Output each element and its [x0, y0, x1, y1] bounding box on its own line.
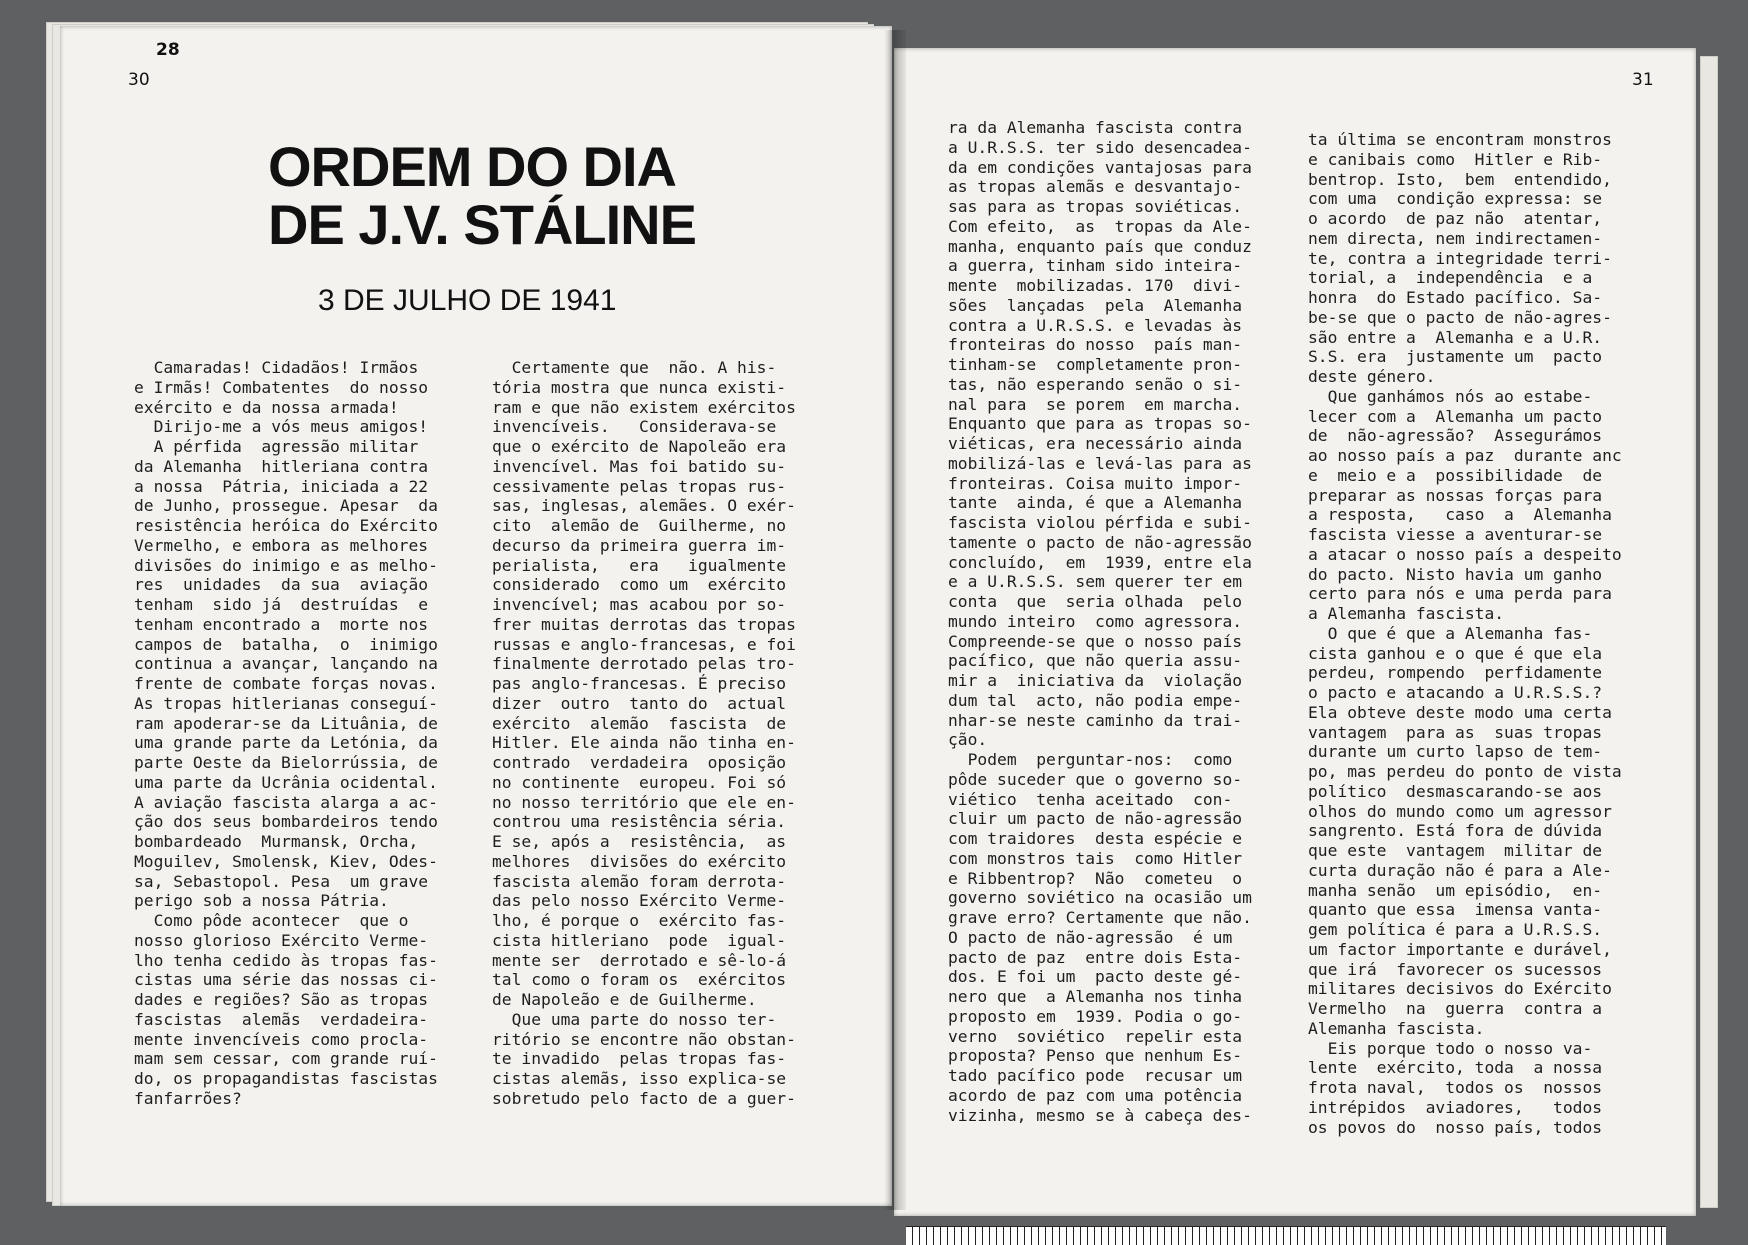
text-line: os povos do nosso país, todos: [1308, 1117, 1603, 1137]
text-line: com traidores desta espécie e: [948, 829, 1243, 848]
page-number-right: 31: [1632, 70, 1654, 90]
text-line: cessivamente pelas tropas rus-: [492, 476, 787, 496]
text-line: ção dos seus bombardeiros tendo: [134, 812, 438, 832]
text-line: Camaradas! Cidadãos! Irmãos: [134, 358, 419, 377]
text-line: exército alemão fascista de: [492, 713, 787, 733]
text-line: mente ser derrotado e sê-lo-á: [492, 950, 787, 970]
text-line: Alemanha fascista.: [1308, 1018, 1485, 1038]
text-line: cistas alemãs, isso explica-se: [492, 1069, 787, 1088]
text-line: cistas uma série das nossas ci-: [134, 970, 438, 990]
text-line: contra a U.R.S.S. e levadas às: [948, 315, 1243, 335]
text-line: nero que a Alemanha nos tinha: [948, 987, 1243, 1006]
text-line: certo para nós e uma perda para: [1308, 584, 1612, 604]
text-line: invencível; mas acabou por so-: [492, 595, 787, 614]
text-line: e Ribbentrop? Não cometeu o: [948, 868, 1243, 888]
text-line: sa, Sebastopol. Pesa um grave: [134, 871, 429, 891]
text-line: ra da Alemanha fascista contra: [948, 118, 1243, 137]
text-line: durante um curto lapso de tem-: [1308, 742, 1603, 762]
page-number-overprint: 28: [156, 40, 180, 60]
text-line: nhar-se neste caminho da trai-: [948, 710, 1243, 730]
text-line: tado pacífico pode recusar um: [948, 1066, 1243, 1085]
text-line: sangrento. Está fora de dúvida: [1308, 821, 1603, 841]
text-line: cista ganhou e o que é que ela: [1308, 643, 1603, 663]
text-line: ram apoderar-se da Lituânia, de: [134, 713, 438, 733]
text-line: dos. E foi um pacto deste gé-: [948, 967, 1243, 987]
text-line: o pacto e atacando a U.R.S.S.?: [1308, 683, 1603, 702]
text-line: no continente europeu. Foi só: [492, 772, 787, 792]
text-line: tória mostra que nunca existi-: [492, 377, 787, 397]
text-line: da Alemanha hitleriana contra: [134, 456, 429, 476]
text-line: invencíveis. Considerava-se: [492, 417, 777, 437]
text-line: Enquanto que para as tropas so-: [948, 414, 1252, 434]
text-line: que irá favorecer os sucessos: [1308, 959, 1603, 979]
text-line: sobretudo pelo facto de a guer-: [492, 1088, 796, 1108]
text-line: invencível. Mas foi batido su-: [492, 456, 787, 476]
text-line: no nosso território que ele en-: [492, 792, 796, 812]
text-line: mente invencíveis como procla-: [134, 1029, 429, 1049]
text-line: mente mobilizadas. 170 divi-: [948, 276, 1243, 295]
text-line: e Irmãs! Combatentes do nosso: [134, 377, 429, 397]
text-line: considerado como um exército: [492, 575, 787, 595]
text-line: Moguilev, Smolensk, Kiev, Odes-: [134, 851, 438, 871]
page-stack-edge: [1700, 56, 1718, 1208]
text-line: a resposta, caso a Alemanha: [1308, 505, 1612, 525]
text-line: decurso da primeira guerra im-: [492, 535, 787, 555]
text-line: cluir um pacto de não-agressão: [948, 809, 1243, 829]
text-line: Vermelho na guerra contra a: [1308, 999, 1603, 1018]
text-line: que o exército de Napoleão era: [492, 437, 787, 456]
text-line: conta que seria olhada pelo: [948, 592, 1243, 611]
text-line: fanfarrões?: [134, 1088, 242, 1108]
text-line: fascistas alemãs verdadeira-: [134, 1009, 429, 1029]
text-line: de Napoleão e de Guilherme.: [492, 990, 757, 1009]
text-line: tenham sido já destruídas e: [134, 595, 429, 614]
text-line: ram e que não existem exércitos: [492, 397, 796, 417]
text-line: militares decisivos do Exército: [1308, 979, 1612, 999]
text-line: exército e da nossa armada!: [134, 397, 399, 417]
text-line: de Junho, prossegue. Apesar da: [134, 496, 438, 516]
text-line: te invadido pelas tropas fas-: [492, 1049, 787, 1069]
text-line: Dirijo-me a vós meus amigos!: [134, 417, 429, 437]
text-line: fascista alemão foram derrota-: [492, 871, 787, 891]
book-gutter: [884, 30, 906, 1210]
text-line: pas anglo-francesas. É preciso: [492, 674, 787, 693]
text-line: Vermelho, e embora as melhores: [134, 535, 429, 555]
text-line: são entre a Alemanha e a U.R.: [1308, 327, 1603, 347]
text-line: nosso glorioso Exército Verme-: [134, 930, 429, 950]
text-line: proposto em 1939. Podia o go-: [948, 1006, 1243, 1026]
text-line: a guerra, tinham sido inteira-: [948, 256, 1243, 276]
text-line: dades e regiões? São as tropas: [134, 990, 429, 1009]
text-line: proposta? Penso que nenhum Es-: [948, 1046, 1243, 1066]
text-line: ção.: [948, 730, 988, 750]
text-line: Podem perguntar-nos: como: [948, 750, 1233, 769]
page-number-left: 30: [128, 70, 150, 90]
text-line: de não-agressão? Assegurámos: [1308, 426, 1603, 446]
text-line: acordo de paz com uma potência: [948, 1085, 1243, 1105]
text-line: vantagem para as suas tropas: [1308, 722, 1603, 742]
text-line: sões lançadas pela Alemanha: [948, 295, 1243, 315]
text-line: tante ainda, é que a Alemanha: [948, 493, 1243, 513]
text-line: torial, a independência e a: [1308, 268, 1593, 288]
text-line: ao nosso país a paz durante anc: [1308, 446, 1622, 465]
text-line: grave erro? Certamente que não.: [948, 908, 1252, 927]
text-line: frota naval, todos os nossos: [1308, 1078, 1603, 1097]
text-line: Hitler. Ele ainda não tinha en-: [492, 733, 796, 753]
text-line: O que é que a Alemanha fas-: [1308, 623, 1593, 643]
text-line: viético tenha aceitado con-: [948, 789, 1233, 809]
text-line: com uma condição expressa: se: [1308, 189, 1603, 209]
text-line: po, mas perdeu do ponto de vista: [1308, 762, 1622, 781]
text-column-3: [948, 118, 1293, 1125]
text-line: finalmente derrotado pelas tro-: [492, 654, 796, 674]
text-line: e canibais como Hitler e Rib-: [1308, 149, 1603, 169]
text-line: uma parte da Ucrânia ocidental.: [134, 772, 438, 792]
text-line: divisões do inimigo e as melho-: [134, 555, 438, 575]
text-column-1: [134, 358, 474, 1109]
text-line: Eis porque todo o nosso va-: [1308, 1038, 1593, 1058]
text-line: tinham-se completamente pron-: [948, 355, 1243, 374]
text-line: verno soviético repelir esta: [948, 1026, 1243, 1046]
text-line: vizinha, mesmo se à cabeça des-: [948, 1105, 1252, 1125]
scale-ruler: [906, 1226, 1666, 1245]
text-line: Que ganhámos nós ao estabe-: [1308, 386, 1593, 406]
text-line: cito alemão de Guilherme, no: [492, 516, 787, 535]
text-line: quanto que essa imensa vanta-: [1308, 900, 1603, 920]
text-line: sas, inglesas, alemães. O exér-: [492, 496, 796, 516]
text-line: nem directa, nem indirectamen-: [1308, 228, 1603, 248]
text-line: do pacto. Nisto havia um ganho: [1308, 564, 1603, 584]
text-line: perdeu, rompendo perfidamente: [1308, 663, 1603, 683]
text-line: um factor importante e durável,: [1308, 939, 1612, 959]
text-line: das pelo nosso Exército Verme-: [492, 891, 787, 911]
text-line: gem política é para a U.R.S.S.: [1308, 920, 1603, 939]
text-column-4: [1308, 130, 1653, 1137]
text-line: cista hitleriano pode igual-: [492, 930, 787, 950]
text-line: fascista viesse a aventurar-se: [1308, 525, 1603, 544]
text-line: frer muitas derrotas das tropas: [492, 614, 796, 634]
text-line: lho tenha cedido às tropas fas-: [134, 950, 438, 970]
text-line: lente exército, toda a nossa: [1308, 1058, 1603, 1078]
text-line: continua a avançar, lançando na: [134, 654, 438, 674]
text-line: a atacar o nosso país a despeito: [1308, 544, 1622, 564]
text-line: Compreende-se que o nosso país: [948, 631, 1243, 651]
text-line: nal para se porem em marcha.: [948, 394, 1243, 414]
text-line: parte Oeste da Bielorrússia, de: [134, 753, 438, 772]
text-line: S.S. era justamente um pacto: [1308, 347, 1603, 367]
text-line: intrépidos aviadores, todos: [1308, 1097, 1603, 1117]
text-line: mir a iniciativa da violação: [948, 671, 1243, 690]
text-line: tamente o pacto de não-agressão: [948, 532, 1252, 552]
text-line: político desmascarando-se aos: [1308, 781, 1603, 801]
text-line: russas e anglo-francesas, e foi: [492, 634, 796, 654]
text-line: sas para as tropas soviéticas.: [948, 197, 1243, 216]
text-line: lecer com a Alemanha um pacto: [1308, 406, 1603, 426]
text-line: mundo inteiro como agressora.: [948, 611, 1243, 631]
text-line: da em condições vantajosas para: [948, 157, 1252, 177]
text-line: fascista violou pérfida e subi-: [948, 513, 1252, 532]
article-title: [268, 135, 696, 256]
text-line: a nossa Pátria, iniciada a 22: [134, 476, 429, 496]
text-line: preparar as nossas forças para: [1308, 485, 1603, 505]
text-line: a Alemanha fascista.: [1308, 604, 1505, 623]
text-line: viéticas, era necessário ainda: [948, 434, 1243, 453]
text-line: tal como o foram os exércitos: [492, 970, 787, 990]
text-line: Certamente que não. A his-: [492, 358, 777, 377]
text-line: lho, é porque o exército fas-: [492, 911, 787, 930]
text-line: tenham encontrado a morte nos: [134, 614, 429, 634]
text-line: O pacto de não-agressão é um: [948, 927, 1233, 947]
text-line: concluído, em 1939, entre ela: [948, 552, 1252, 572]
text-line: manha senão um episódio, en-: [1308, 880, 1603, 900]
text-line: dum tal acto, não podia empe-: [948, 690, 1243, 710]
text-line: As tropas hitlerianas conseguí-: [134, 693, 438, 713]
text-line: te, contra a integridade terri-: [1308, 248, 1612, 268]
text-line: A pérfida agressão militar: [134, 437, 419, 456]
text-line: resistência heróica do Exército: [134, 516, 438, 535]
text-line: frente de combate forças novas.: [134, 674, 438, 693]
text-line: Que uma parte do nosso ter-: [492, 1009, 777, 1029]
text-line: res unidades da sua aviação: [134, 575, 429, 595]
text-line: mam sem cessar, com grande ruí-: [134, 1049, 438, 1069]
title-line-2: DE J.V. STÁLINE: [268, 193, 696, 256]
text-line: e a U.R.S.S. sem querer ter em: [948, 572, 1243, 592]
text-line: Com efeito, as tropas da Ale-: [948, 216, 1252, 236]
text-line: perigo sob a nossa Pátria.: [134, 891, 389, 911]
article-date: 3 DE JULHO DE 1941: [318, 284, 617, 317]
text-line: honra do Estado pacífico. Sa-: [1308, 288, 1603, 307]
text-line: do, os propagandistas fascistas: [134, 1069, 438, 1088]
text-line: A aviação fascista alarga a ac-: [134, 792, 438, 812]
title-line-1: ORDEM DO DIA: [268, 135, 676, 198]
text-line: governo soviético na ocasião um: [948, 888, 1252, 908]
text-line: Ela obteve deste modo uma certa: [1308, 702, 1612, 722]
text-line: com monstros tais como Hitler: [948, 848, 1243, 868]
text-line: e meio e a possibilidade de: [1308, 465, 1603, 485]
text-line: bentrop. Isto, bem entendido,: [1308, 169, 1612, 189]
text-line: ritório se encontre não obstan-: [492, 1029, 796, 1049]
text-line: o acordo de paz não atentar,: [1308, 209, 1603, 228]
text-line: as tropas alemãs e desvantajo-: [948, 177, 1243, 197]
text-line: be-se que o pacto de não-agres-: [1308, 307, 1612, 327]
text-line: que este vantagem militar de: [1308, 841, 1603, 860]
text-line: uma grande parte da Letónia, da: [134, 733, 438, 753]
text-line: E se, após a resistência, as: [492, 832, 787, 851]
text-line: tas, não esperando senão o si-: [948, 374, 1243, 394]
text-line: a U.R.S.S. ter sido desencadea-: [948, 137, 1252, 157]
text-line: melhores divisões do exército: [492, 851, 787, 871]
text-line: olhos do mundo como um agressor: [1308, 801, 1612, 821]
text-line: pôde suceder que o governo so-: [948, 769, 1243, 789]
text-line: controu uma resistência séria.: [492, 812, 787, 832]
text-line: Como pôde acontecer que o: [134, 911, 409, 930]
text-line: manha, enquanto país que conduz: [948, 236, 1252, 256]
text-line: campos de batalha, o inimigo: [134, 634, 438, 654]
text-line: fronteiras do nosso país man-: [948, 335, 1243, 355]
text-line: deste género.: [1308, 367, 1436, 386]
text-line: mobilizá-las e levá-las para as: [948, 453, 1252, 473]
text-line: curta duração não é para a Ale-: [1308, 860, 1612, 880]
text-line: ta última se encontram monstros: [1308, 130, 1612, 149]
text-line: perialista, era igualmente: [492, 555, 787, 575]
text-line: contrado verdadeira oposição: [492, 753, 787, 772]
text-line: pacto de paz entre dois Esta-: [948, 947, 1243, 967]
text-column-2: [492, 358, 832, 1109]
text-line: pacífico, que não queria assu-: [948, 651, 1243, 671]
text-line: fronteiras. Coisa muito impor-: [948, 473, 1243, 493]
text-line: bombardeado Murmansk, Orcha,: [134, 832, 419, 851]
text-line: dizer outro tanto do actual: [492, 693, 787, 713]
